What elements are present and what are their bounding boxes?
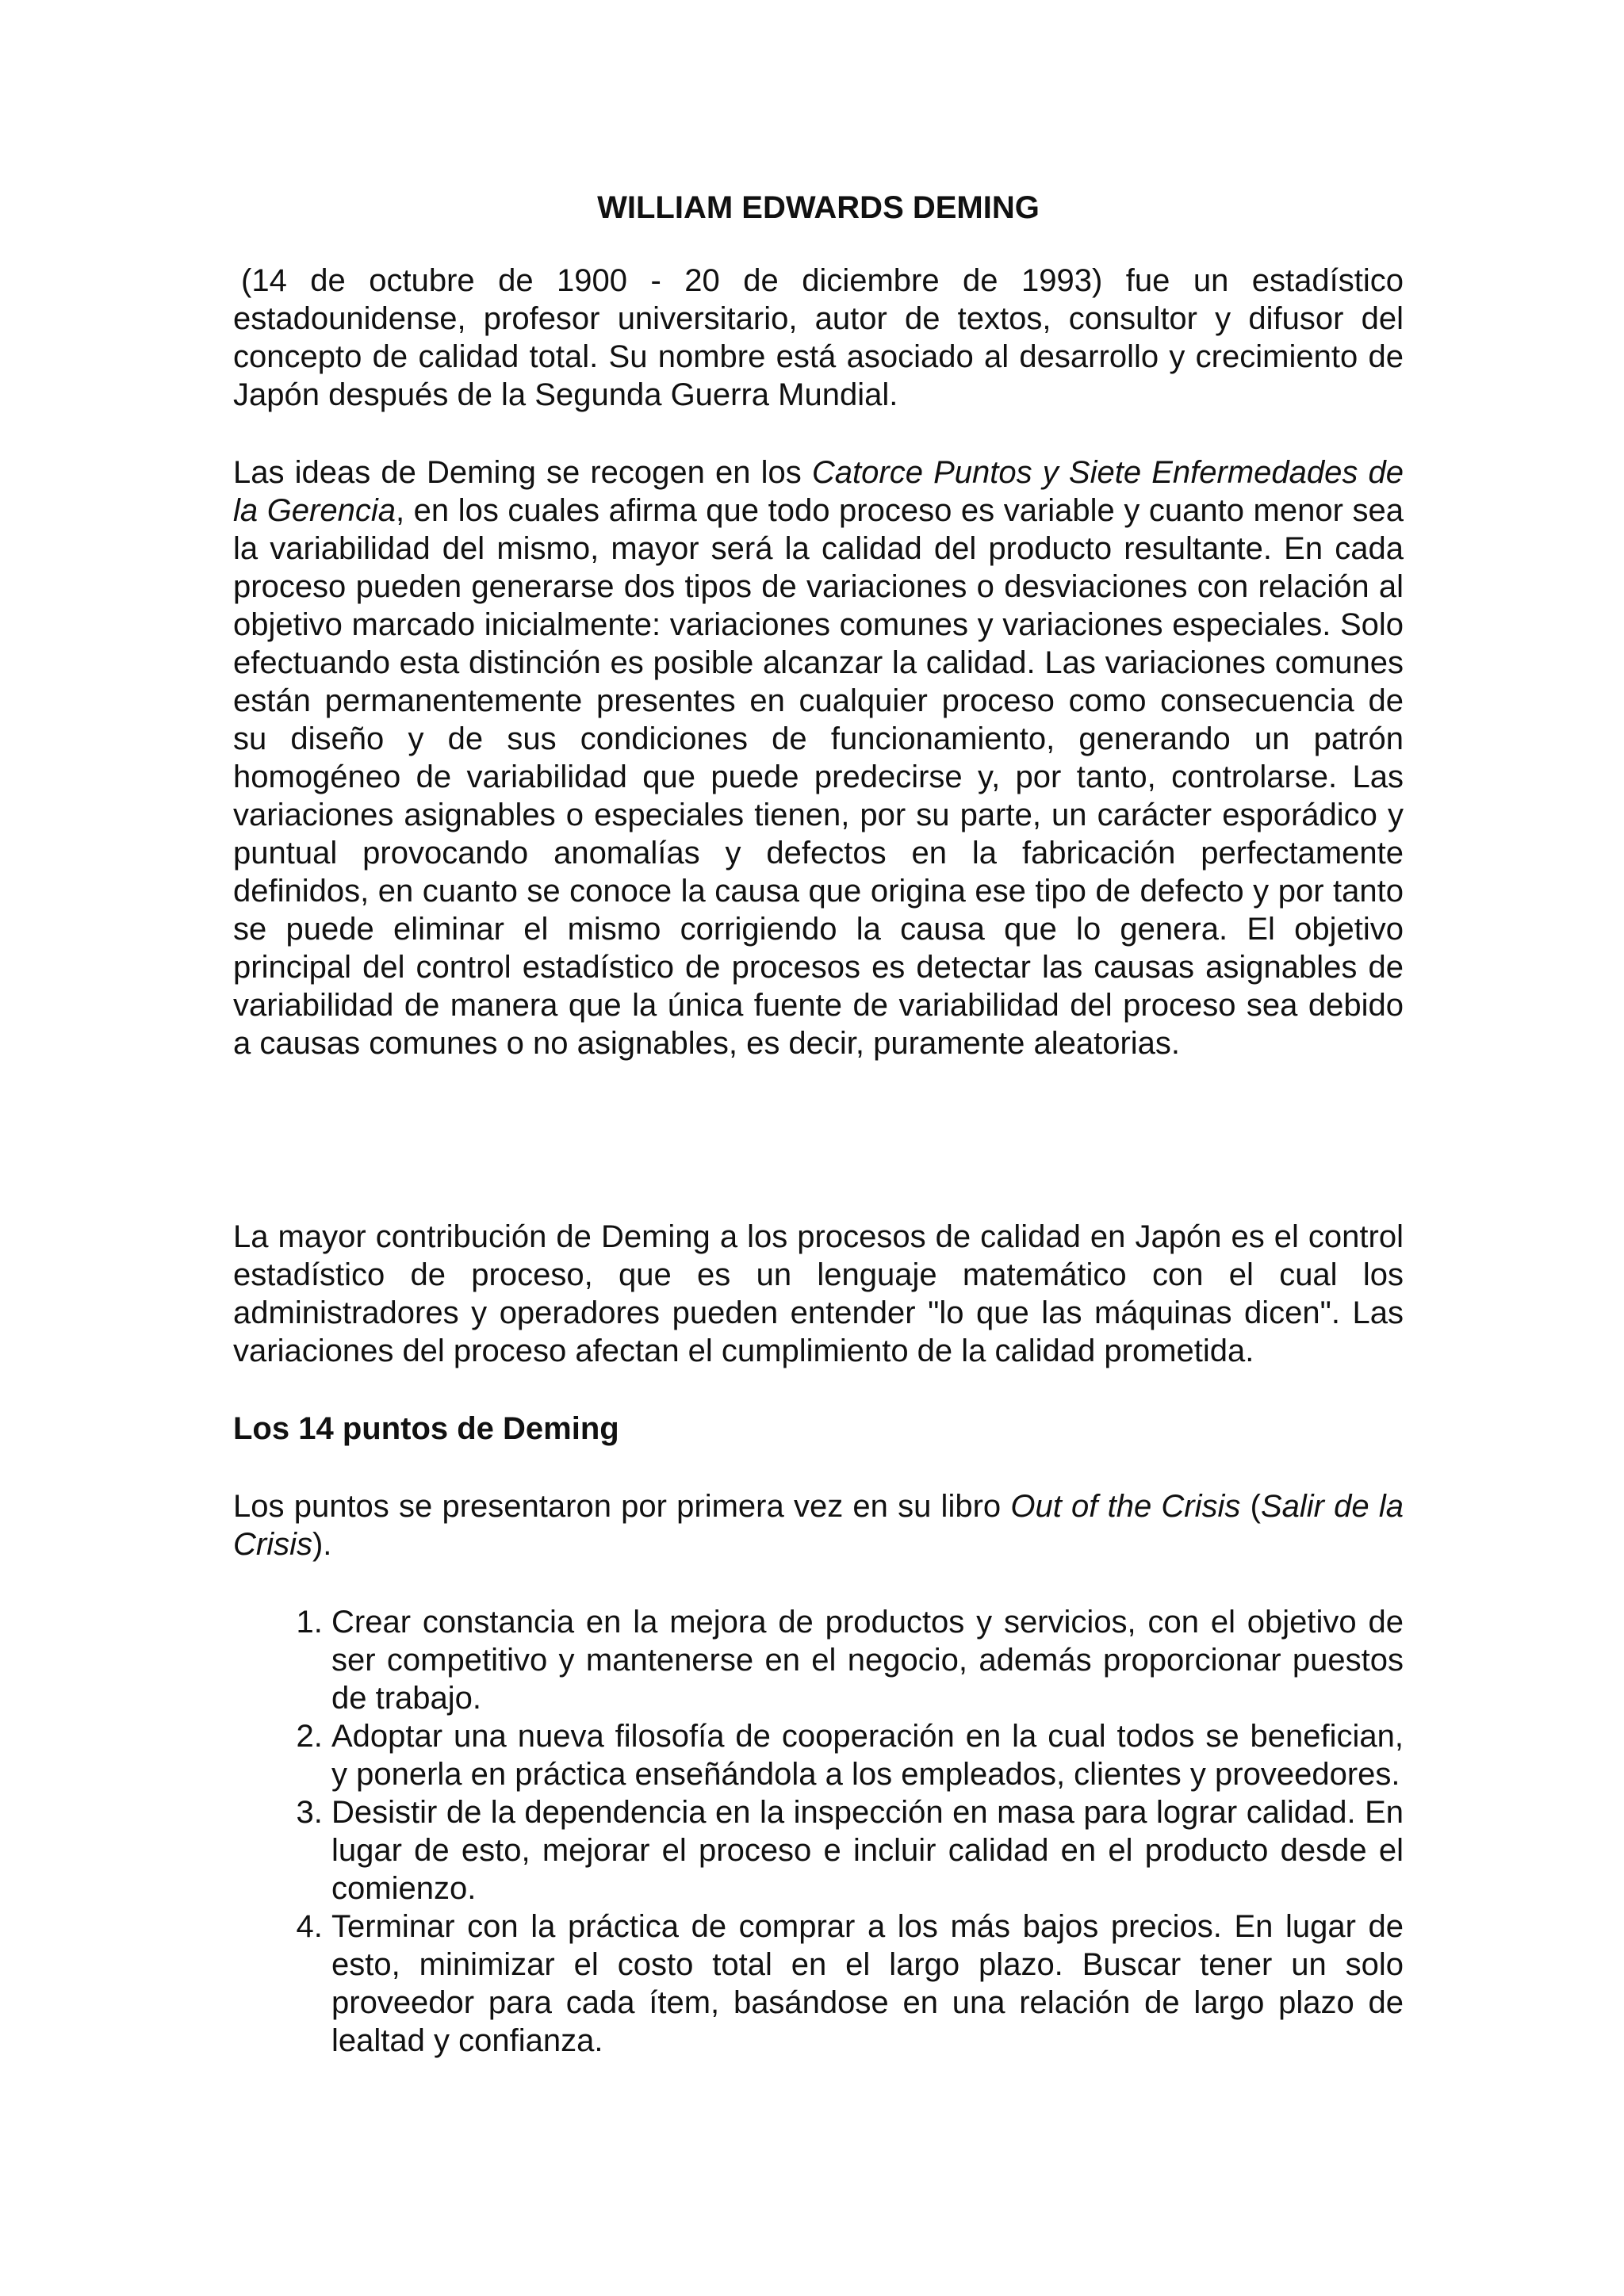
ideas-rest: , en los cuales afirma que todo proceso es variable y cuanto menor sea la variabilidad del mismo, mayor será la calidad del producto resultante. En cada proceso pueden generarse dos tipos de variaciones o desviaciones con relación al objetivo marcado inicialmente: variaciones comunes y variaciones especiales. Solo efectuando esta distinción es posible alcanzar la calidad. Las variaciones comunes están permanentemente presentes en cualquier proceso como consecuencia de su diseño y de sus condiciones de funcionamiento, generando un patrón homogéneo de variabilidad que puede predecirse y, por tanto, controlarse. Las variaciones asignables o especiales tienen, por su parte, un carácter esporádico y puntual provocando anomalías y defectos en la fabricación perfectamente definidos, en cuanto se conoce la causa que origina ese tipo de defecto y por tanto se puede eliminar el mismo corrigiendo la causa que lo genera. El objetivo principal del control estadístico de procesos es detectar las causas asignables de variabilidad de manera que la única fuente de variabilidad del proceso sea debido a causas comunes o no asignables, es decir, puramente aleatorias. (233, 493, 1404, 1061)
ideas-paragraph (233, 453, 1404, 1062)
points-list (233, 1603, 1404, 2060)
points-intro-end: ). (312, 1527, 332, 1562)
spacer (233, 414, 1404, 453)
points-intro-lead: Los puntos se presentaron por primera vez en su libro (233, 1489, 1011, 1524)
book-title-en: Out of the Crisis (1010, 1489, 1241, 1524)
intro-paragraph: (14 de octubre de 1900 - 20 de diciembre de 1993) fue un estadístico estadounidense, profesor universitario, autor de textos, consultor y difusor del concepto de calidad total. Su nombre está asociado al desarrollo y crecimiento de Japón después de la Segunda Guerra Mundial. (233, 263, 1404, 412)
points-intro-paragraph (233, 1487, 1404, 1563)
contribution-paragraph: La mayor contribución de Deming a los procesos de calidad en Japón es el control estadístico de proceso, que es un lenguaje matemático con el cual los administradores y operadores pueden entender "lo que las máquinas dicen". Las variaciones del proceso afectan el cumplimiento de la calidad prometida. (233, 1219, 1404, 1368)
ideas-book-title: Catorce Puntos y Siete Enfermedades de la Gerencia (233, 455, 1404, 528)
list-item: 3. Desistir de la dependencia en la inspección en masa para lograr calidad. En lugar de esto, mejorar el proceso e incluir calidad en el producto desde el comienzo. (331, 1793, 1404, 1908)
points-heading: Los 14 puntos de Deming (233, 1411, 619, 1446)
spacer (233, 1370, 1404, 1410)
ideas-lead: Las ideas de Deming se recogen en los (233, 455, 812, 490)
spacer (233, 1448, 1404, 1487)
list-item: 2. Adoptar una nueva filosofía de cooperación en la cual todos se benefician, y ponerla en práctica enseñándola a los empleados, clientes y proveedores. (331, 1717, 1404, 1793)
book-title-es: Salir de la Crisis (233, 1489, 1404, 1562)
document-page (233, 189, 1404, 2060)
document-title: WILLIAM EDWARDS DEMING (597, 190, 1040, 225)
list-item: 1. Crear constancia en la mejora de productos y servicios, con el objetivo de ser competitivo y mantenerse en el negocio, además proporcionar puestos de trabajo. (331, 1603, 1404, 1717)
points-intro-mid: ( (1240, 1489, 1261, 1524)
list-item: 4. Terminar con la práctica de comprar a los más bajos precios. En lugar de esto, minimizar el costo total en el largo plazo. Buscar tener un solo proveedor para cada ítem, basándose en una relación de largo plazo de lealtad y confianza. (331, 1908, 1404, 2060)
spacer (233, 1062, 1404, 1218)
